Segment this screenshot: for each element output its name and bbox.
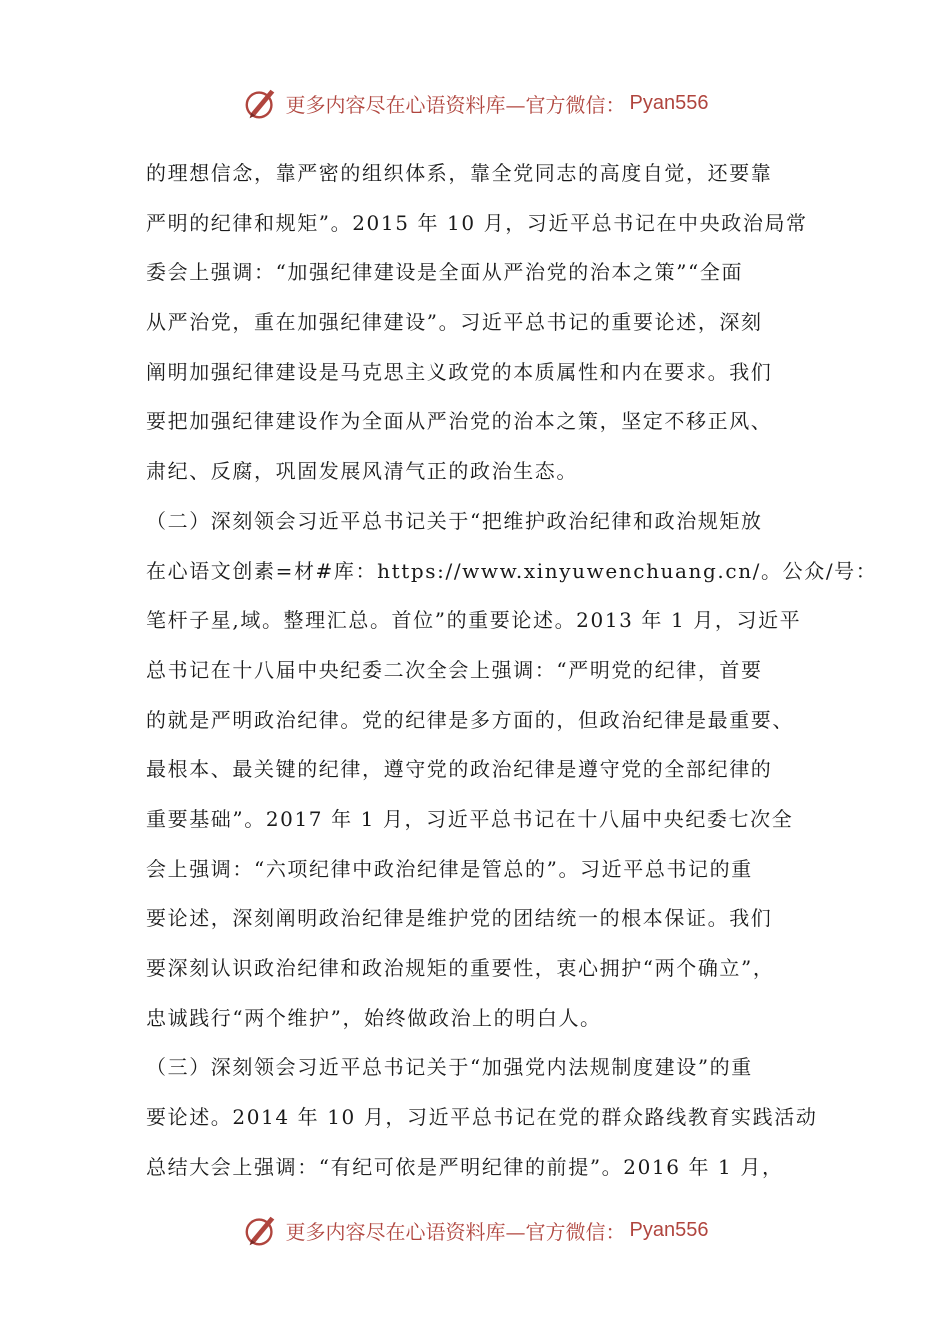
text-line: 的就是严明政治纪律。党的纪律是多方面的，但政治纪律是最重要、	[146, 707, 794, 732]
text-line: 要论述，深刻阐明政治纪律是维护党的团结统一的根本保证。我们	[146, 906, 773, 931]
text-line: 在心语文创素=材#库：https://www.xinyuwenchuang.cn/。公众/号：	[146, 558, 878, 583]
text-line: 会上强调：“六项纪律中政治纪律是管总的”。习近平总书记的重	[146, 856, 753, 881]
banner-text: 更多内容尽在心语资料库—官方微信：	[285, 1219, 626, 1244]
text-line: 最根本、最关键的纪律，遵守党的政治纪律是遵守党的全部纪律的	[146, 757, 773, 782]
text-line: 笔杆子星,域。整理汇总。首位”的重要论述。2013 年 1 月，习近平	[146, 608, 802, 633]
text-line: 忠诚践行“两个维护”，始终做政治上的明白人。	[146, 1005, 602, 1030]
banner-text: 更多内容尽在心语资料库—官方微信：	[285, 92, 626, 117]
document-body	[146, 149, 878, 1192]
banner-wechat-id: Pyan556	[629, 91, 709, 114]
text-line: 阐明加强纪律建设是马克思主义政党的本质属性和内在要求。我们	[146, 359, 773, 384]
text-line: 委会上强调：“加强纪律建设是全面从严治党的治本之策”“全面	[146, 260, 744, 285]
banner-wechat-id: Pyan556	[629, 1218, 709, 1241]
footer-banner	[0, 1210, 950, 1250]
text-line: 从严治党，重在加强纪律建设”。习近平总书记的重要论述，深刻	[146, 310, 763, 335]
header-banner	[0, 83, 950, 123]
text-line: 肃纪、反腐，巩固发展风清气正的政治生态。	[146, 459, 578, 484]
text-line: 严明的纪律和规矩”。2015 年 10 月，习近平总书记在中央政治局常	[146, 210, 808, 235]
pen-logo-icon	[242, 84, 280, 122]
text-line: 重要基础”。2017 年 1 月，习近平总书记在十八届中央纪委七次全	[146, 806, 794, 831]
pen-logo-icon	[242, 1211, 280, 1249]
text-line: 的理想信念，靠严密的组织体系，靠全党同志的高度自觉，还要靠	[146, 161, 773, 185]
text-line: 要论述。2014 年 10 月，习近平总书记在党的群众路线教育实践活动	[146, 1105, 818, 1130]
text-line: （二）深刻领会习近平总书记关于“把维护政治纪律和政治规矩放	[146, 508, 763, 533]
text-line: 总书记在十八届中央纪委二次全会上强调：“严明党的纪律，首要	[146, 657, 763, 682]
text-line: 要深刻认识政治纪律和政治规矩的重要性，衷心拥护“两个确立”，	[146, 956, 775, 980]
text-line: 要把加强纪律建设作为全面从严治党的治本之策，坚定不移正风、	[146, 409, 773, 434]
text-line: 总结大会上强调：“有纪可依是严明纪律的前提”。2016 年 1 月，	[146, 1154, 784, 1179]
text-line: （三）深刻领会习近平总书记关于“加强党内法规制度建设”的重	[146, 1055, 753, 1080]
